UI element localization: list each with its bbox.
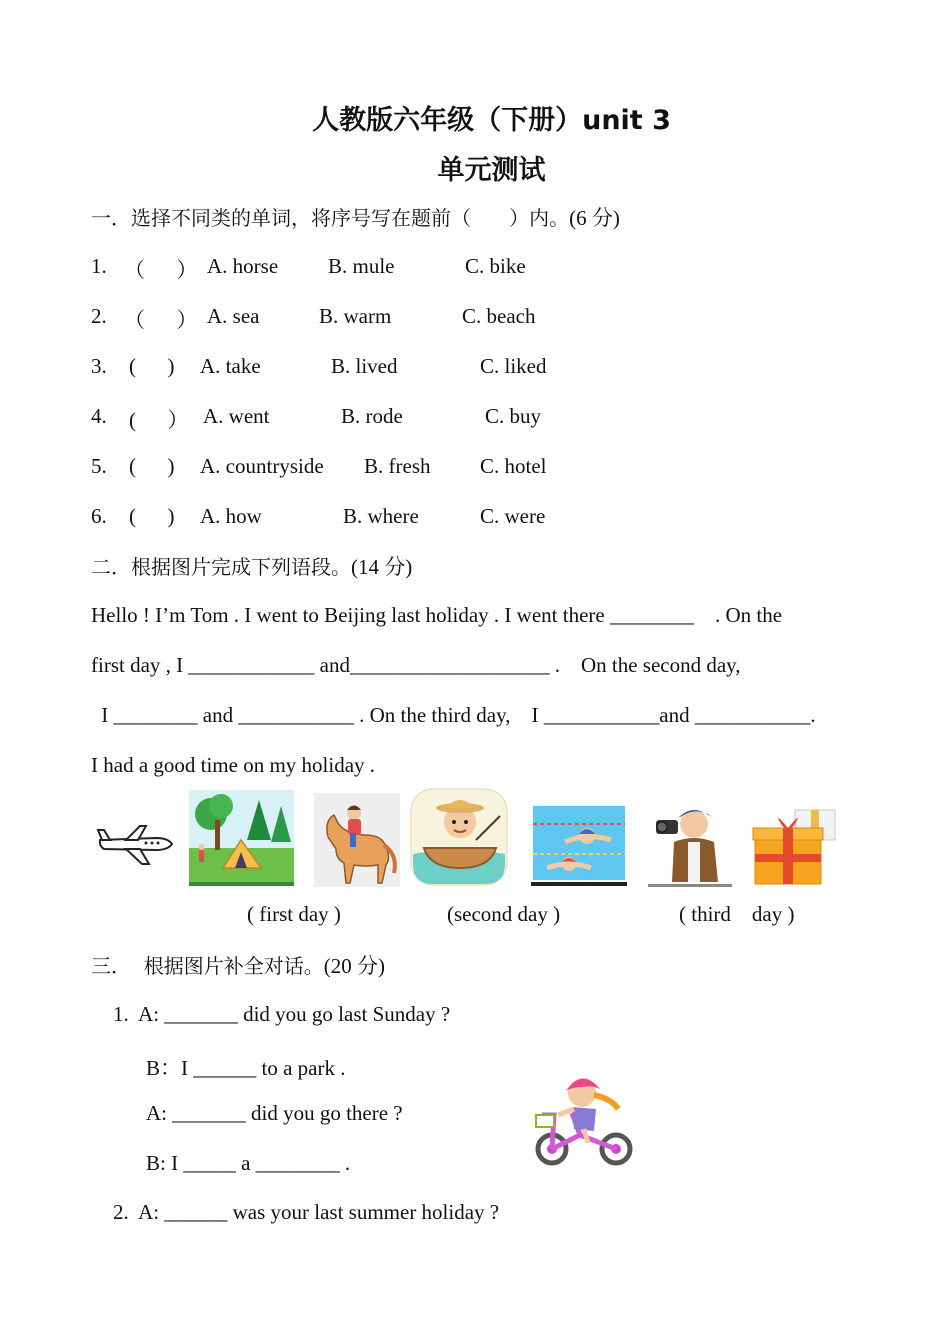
answer-paren: ( ） [129, 408, 189, 432]
answer-paren: ( ) [129, 354, 175, 378]
option-a: A. countryside [200, 454, 324, 478]
passage-line: I had a good time on my holiday . [91, 753, 376, 777]
option-c: C. bike [465, 254, 526, 278]
passage-line: Hello ! I’m Tom . I went to Beijing last holiday . I went there ________ . On the [91, 603, 783, 627]
option-c: C. liked [480, 354, 547, 378]
answer-paren: ( ) [129, 454, 175, 478]
section3-heading [91, 950, 385, 980]
passage-line: first day , I ____________ and___________________ . On the second day, [91, 653, 741, 677]
picture-caption: (second day ) [447, 902, 561, 926]
section2-heading [91, 551, 412, 581]
picture-caption: ( first day ) [247, 902, 341, 926]
option-b: B. warm [319, 304, 392, 328]
item-number: 2. [91, 304, 107, 328]
section2-heading-text: 二．根据图片完成下列语段。 [91, 555, 351, 579]
option-a: A. went [203, 404, 270, 428]
horse-riding-picture [314, 793, 400, 887]
camping-tent-picture [189, 790, 294, 886]
dialog-line: 2. A: ______ was your last summer holiday ? [113, 1200, 500, 1224]
dialog-line: B：I ______ to a park . [146, 1056, 346, 1080]
dialog-line: A: _______ did you go there ? [146, 1101, 403, 1125]
item-number: 4. [91, 404, 107, 428]
option-b: B. lived [331, 354, 398, 378]
section2-score: (14 分) [351, 555, 413, 579]
answer-paren: （ ） [124, 308, 198, 332]
option-b: B. mule [328, 254, 395, 278]
option-a: A. how [200, 504, 262, 528]
airplane-picture [96, 822, 174, 866]
girl-riding-bike-picture [532, 1065, 636, 1167]
option-c: C. were [480, 504, 546, 528]
page-title: 人教版六年级（下册）unit 3 [312, 105, 671, 136]
option-a: A. horse [207, 254, 279, 278]
passage-line: I ________ and ___________ . On the third day, I ___________and ___________. [96, 703, 816, 727]
option-c: C. buy [485, 404, 542, 428]
picture-caption: ( third day ) [679, 902, 795, 926]
gift-boxes-picture [751, 804, 839, 888]
option-b: B. fresh [364, 454, 431, 478]
fishing-boat-picture [410, 788, 508, 886]
option-b: B. where [343, 504, 419, 528]
section3-heading-text: 三． 根据图片补全对话。 [91, 954, 324, 978]
photographer-picture [648, 802, 732, 888]
item-number: 6. [91, 504, 107, 528]
answer-paren: ( ) [129, 504, 175, 528]
section1-heading [91, 202, 620, 232]
swimming-picture [531, 802, 627, 886]
section1-score: (6 分) [569, 206, 620, 230]
option-c: C. hotel [480, 454, 547, 478]
section1-heading-text: 一．选择不同类的单词，将序号写在题前（ ）内。 [91, 206, 570, 230]
option-a: A. sea [207, 304, 260, 328]
option-b: B. rode [341, 404, 403, 428]
answer-paren: （ ） [124, 258, 198, 282]
option-c: C. beach [462, 304, 536, 328]
item-number: 1. [91, 254, 107, 278]
page-subtitle: 单元测试 [437, 155, 546, 186]
option-a: A. take [200, 354, 261, 378]
item-number: 5. [91, 454, 107, 478]
dialog-line: 1. A: _______ did you go last Sunday ? [113, 1002, 451, 1026]
section3-score: (20 分) [323, 954, 385, 978]
dialog-line: B: I _____ a ________ . [146, 1151, 351, 1175]
item-number: 3. [91, 354, 107, 378]
